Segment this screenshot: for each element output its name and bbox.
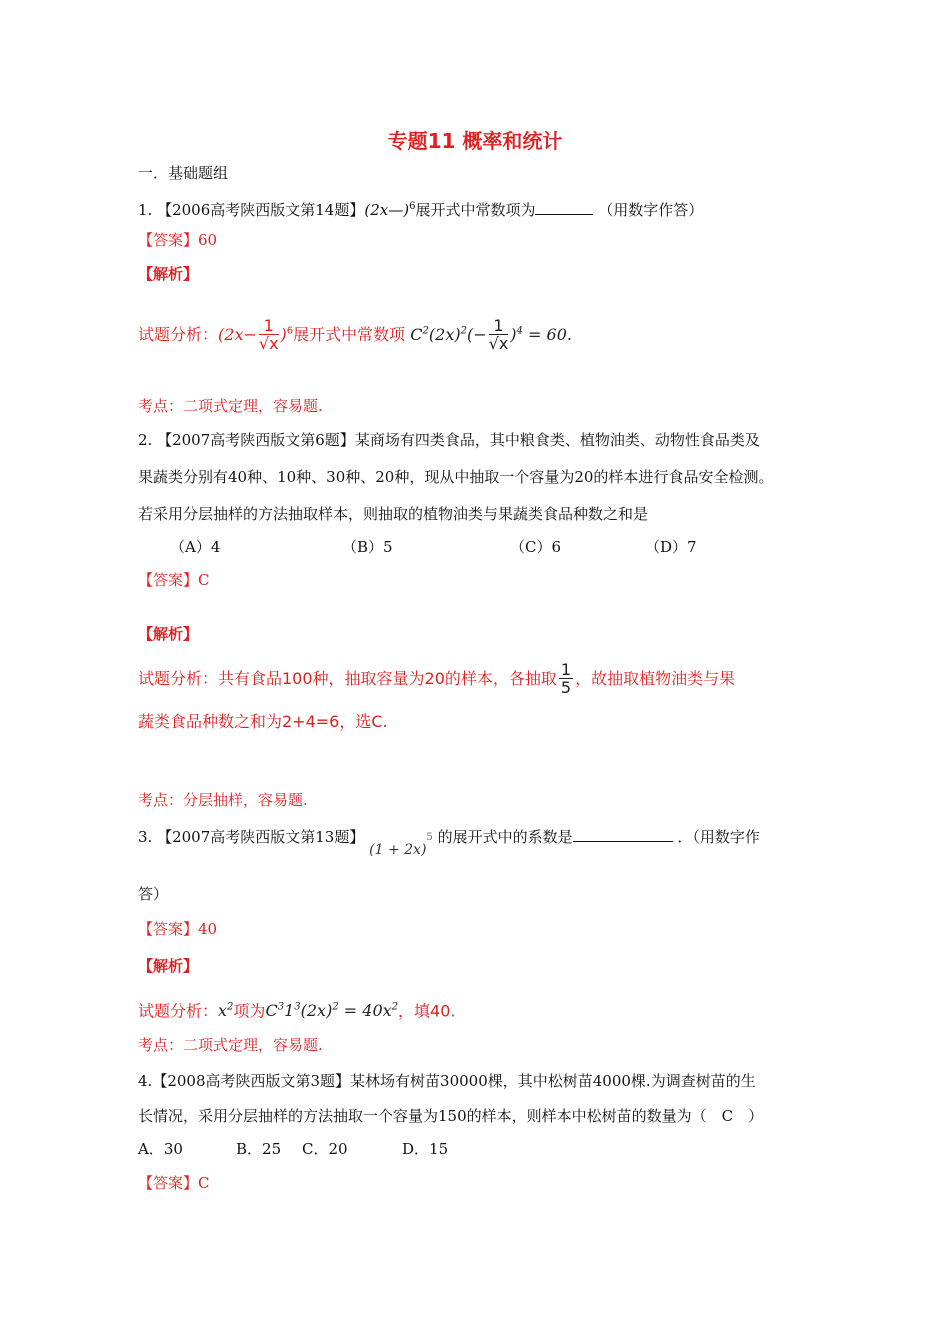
analysis-label: 【解析】 — [138, 265, 199, 283]
answer-line — [138, 1173, 210, 1193]
analysis-line: 试题分析：$x^2$项为$C^31^3(2x)^2 = 40x^2$，填40. — [138, 1001, 456, 1021]
question-2-line3: 若采用分层抽样的方法抽取样本，则抽取的植物油类与果蔬类食品种数之和是 — [138, 505, 649, 523]
question-text: 展开式中常数项为 — [415, 201, 536, 219]
fraction: $\frac{1}{5}$ — [560, 660, 572, 697]
answer-value: 60 — [198, 231, 218, 249]
exponent: 5 — [426, 832, 433, 843]
answer-label: 【答案】 — [138, 920, 199, 938]
question-source: 【2007高考陕西版文第13题】 — [157, 828, 365, 846]
kaodian: 考点：二项式定理，容易题. — [138, 397, 323, 415]
analysis-result: = 60 — [528, 325, 567, 344]
option-a: A．30 — [138, 1140, 183, 1158]
analysis-text: 项为 — [233, 1001, 266, 1021]
question-text: 某林场有树苗30000棵，其中松树苗4000棵.为调查树苗的生 — [350, 1072, 756, 1090]
option-b: B．25 — [236, 1140, 282, 1158]
question-1 — [138, 197, 703, 220]
answer-blank — [573, 825, 673, 842]
exponent: 6 — [409, 201, 416, 212]
analysis-suffix: ，填40. — [398, 1001, 456, 1021]
answer-value: 40 — [198, 920, 218, 938]
section-heading: 一．基础题组 — [138, 164, 229, 182]
question-tail: （用数字作答） — [598, 201, 704, 219]
expression: (2x—) — [364, 201, 410, 219]
expression: (1 + 2x) — [369, 842, 427, 858]
answer-line — [138, 570, 210, 590]
analysis-prefix: 试题分析： — [138, 1001, 219, 1021]
option-c: C．20 — [302, 1140, 348, 1158]
kaodian: 考点：二项式定理，容易题. — [138, 1036, 323, 1054]
answer-line — [138, 230, 217, 250]
question-4-line2: 长情况，采用分层抽样的方法抽取一个容量为150的样本，则样本中松树苗的数量为（ C ） — [138, 1107, 764, 1125]
option-c: （C）6 — [510, 538, 562, 556]
answer-label: 【答案】 — [138, 571, 199, 589]
question-2 — [138, 430, 760, 450]
question-text: 某商场有四类食品，其中粮食类、植物油类、动物性食品类及 — [354, 431, 760, 449]
option-d: D．15 — [402, 1140, 449, 1158]
answer-value: C — [198, 571, 210, 589]
question-number: 3. — [138, 828, 153, 846]
answer-label: 【答案】 — [138, 231, 199, 249]
question-source: 【2007高考陕西版文第6题】 — [157, 431, 355, 449]
page-title: 专题11 概率和统计 — [387, 129, 563, 153]
analysis-line — [138, 662, 735, 697]
question-number: 2. — [138, 431, 153, 449]
analysis-label: 【解析】 — [138, 957, 199, 975]
question-3-line2: 答） — [138, 885, 169, 903]
question-2-line2: 果蔬类分别有40种、10种、30种、20种，现从中抽取一个容量为20的样本进行食品安全检测。 — [138, 468, 774, 486]
answer-value: C — [198, 1174, 210, 1192]
question-tail: ．（用数字作 — [677, 828, 760, 846]
analysis-prefix: 试题分析： — [138, 325, 219, 344]
option-d: （D）7 — [645, 538, 697, 556]
analysis-text: 试题分析：共有食品100种，抽取容量为20的样本，各抽取 — [138, 669, 557, 688]
question-number: 1. — [138, 201, 153, 219]
question-4 — [138, 1071, 756, 1091]
question-number: 4. — [138, 1072, 153, 1090]
option-a: （A）4 — [170, 538, 221, 556]
analysis-label: 【解析】 — [138, 625, 199, 643]
answer-line — [138, 919, 217, 939]
question-3 — [138, 824, 760, 858]
analysis-line-2: 蔬类食品种数之和为2+4=6，选C. — [138, 712, 388, 731]
analysis-text-2: ，故抽取植物油类与果 — [575, 669, 736, 688]
question-text: 的展开式中的系数是 — [437, 828, 573, 846]
analysis-text: 展开式中常数项 — [293, 325, 406, 344]
answer-label: 【答案】 — [138, 1174, 199, 1192]
answer-blank — [535, 198, 593, 215]
question-source: 【2006高考陕西版文第14题】 — [157, 201, 365, 219]
option-b: （B）5 — [342, 538, 393, 556]
question-source: 【2008高考陕西版文第3题】 — [152, 1072, 351, 1090]
analysis-line: 试题分析：(2x− $\frac{1}{√x}$ )$^6$展开式中常数项 $C^2(2x)^2(-$ $\frac{1}{√x}$ )$^4$ = 60. — [138, 316, 572, 353]
kaodian: 考点：分层抽样，容易题. — [138, 791, 308, 809]
